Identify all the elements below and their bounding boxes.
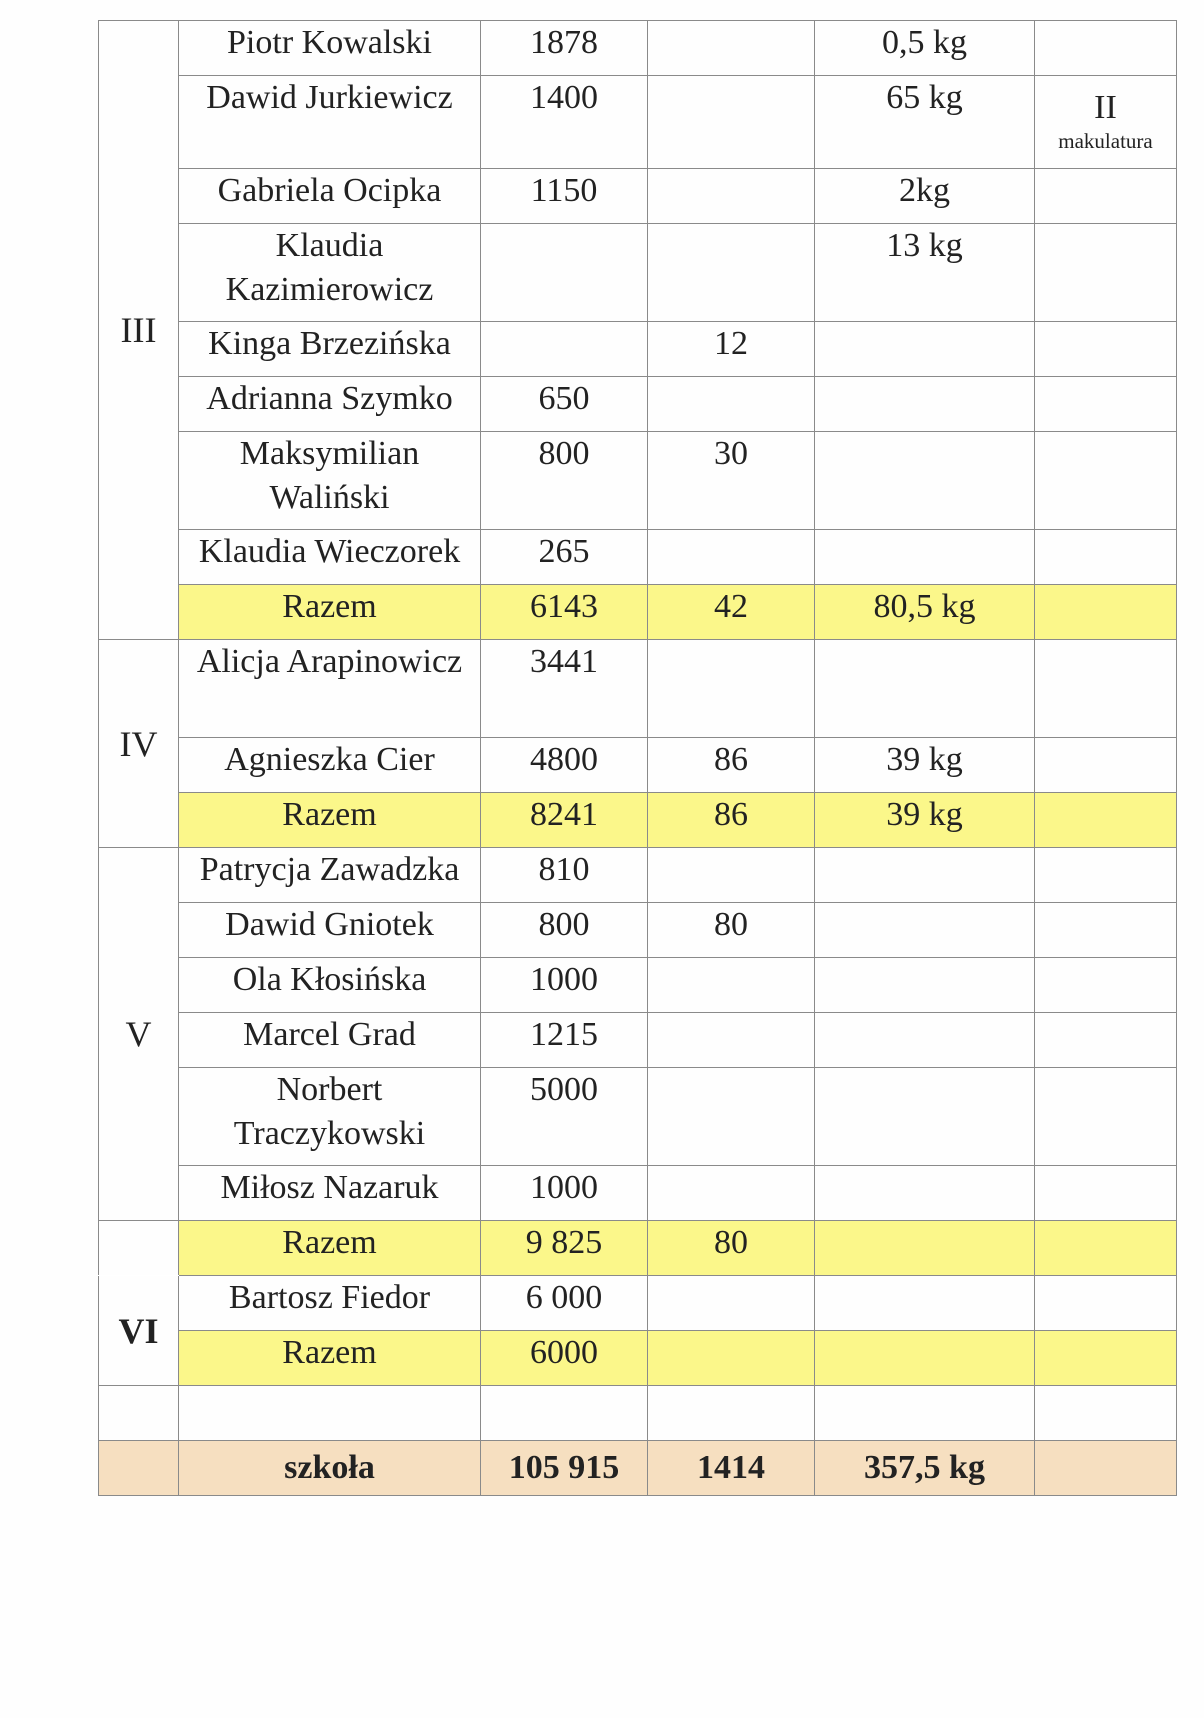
value-b (648, 848, 815, 903)
total-label: Razem (179, 793, 481, 848)
place-value: II (1094, 89, 1117, 126)
table-row (99, 958, 1177, 1013)
total-d (1035, 1221, 1177, 1276)
value-b (648, 1068, 815, 1166)
value-d (1035, 322, 1177, 377)
class-label: IV (99, 640, 179, 848)
student-name: Dawid Jurkiewicz (179, 76, 481, 169)
school-blank-cell (99, 1441, 179, 1496)
school-total-a: 105 915 (481, 1441, 648, 1496)
empty-cell (1035, 1386, 1177, 1441)
value-b (648, 169, 815, 224)
school-total-d (1035, 1441, 1177, 1496)
school-total-c: 357,5 kg (815, 1441, 1035, 1496)
value-c: 39 kg (815, 738, 1035, 793)
value-b (648, 530, 815, 585)
value-c: 2kg (815, 169, 1035, 224)
total-row (99, 1331, 1177, 1386)
total-b: 42 (648, 585, 815, 640)
student-name: Patrycja Zawadzka (179, 848, 481, 903)
total-c: 80,5 kg (815, 585, 1035, 640)
value-d (1035, 377, 1177, 432)
value-c (815, 958, 1035, 1013)
value-c (815, 530, 1035, 585)
class-label: VI (99, 1276, 179, 1386)
table-row (99, 322, 1177, 377)
total-b (648, 1331, 815, 1386)
table-row (99, 432, 1177, 530)
student-name: Agnieszka Cier (179, 738, 481, 793)
value-a: 1878 (481, 21, 648, 76)
value-d (1035, 958, 1177, 1013)
value-b (648, 1013, 815, 1068)
value-a: 4800 (481, 738, 648, 793)
total-label: Razem (179, 585, 481, 640)
school-total-b: 1414 (648, 1441, 815, 1496)
table-row (99, 224, 1177, 322)
value-b: 12 (648, 322, 815, 377)
total-label: Razem (179, 1221, 481, 1276)
student-name: Klaudia Wieczorek (179, 530, 481, 585)
value-c: 65 kg (815, 76, 1035, 169)
student-name: Gabriela Ocipka (179, 169, 481, 224)
value-c (815, 1068, 1035, 1166)
student-name: Adrianna Szymko (179, 377, 481, 432)
total-c: 39 kg (815, 793, 1035, 848)
value-b (648, 76, 815, 169)
value-b (648, 377, 815, 432)
empty-cell (481, 1386, 648, 1441)
value-d (1035, 640, 1177, 738)
value-d (1035, 432, 1177, 530)
table-row (99, 1276, 1177, 1331)
table-row (99, 169, 1177, 224)
student-name: Ola Kłosińska (179, 958, 481, 1013)
value-d (1035, 848, 1177, 903)
value-d (1035, 903, 1177, 958)
value-c: 0,5 kg (815, 21, 1035, 76)
value-c (815, 322, 1035, 377)
student-name: Klaudia Kazimierowicz (179, 224, 481, 322)
value-c: 13 kg (815, 224, 1035, 322)
value-a: 5000 (481, 1068, 648, 1166)
value-d (1035, 21, 1177, 76)
table-row (99, 1068, 1177, 1166)
student-name: Kinga Brzezińska (179, 322, 481, 377)
student-name: Alicja Arapinowicz (179, 640, 481, 738)
class-label: V (99, 848, 179, 1221)
student-name: Maksymilian Waliński (179, 432, 481, 530)
value-a: 810 (481, 848, 648, 903)
empty-row (99, 1386, 1177, 1441)
place-cell (1035, 76, 1177, 169)
value-c (815, 848, 1035, 903)
total-a: 6000 (481, 1331, 648, 1386)
total-row (99, 793, 1177, 848)
value-b (648, 1276, 815, 1331)
total-c (815, 1221, 1035, 1276)
student-name: Bartosz Fiedor (179, 1276, 481, 1331)
value-a: 1400 (481, 76, 648, 169)
student-name: Dawid Gniotek (179, 903, 481, 958)
value-a: 800 (481, 903, 648, 958)
empty-cell (99, 1386, 179, 1441)
table-row (99, 848, 1177, 903)
total-row (99, 1221, 1177, 1276)
value-d (1035, 738, 1177, 793)
value-b (648, 640, 815, 738)
total-b: 80 (648, 1221, 815, 1276)
value-a: 1000 (481, 958, 648, 1013)
student-name: Marcel Grad (179, 1013, 481, 1068)
value-d (1035, 530, 1177, 585)
student-name: Norbert Traczykowski (179, 1068, 481, 1166)
value-a (481, 322, 648, 377)
value-d (1035, 1166, 1177, 1221)
value-b (648, 224, 815, 322)
value-b (648, 958, 815, 1013)
value-b (648, 21, 815, 76)
value-a: 6 000 (481, 1276, 648, 1331)
total-d (1035, 1331, 1177, 1386)
value-b (648, 1166, 815, 1221)
table-row (99, 738, 1177, 793)
value-d (1035, 1276, 1177, 1331)
student-name: Miłosz Nazaruk (179, 1166, 481, 1221)
total-row (99, 585, 1177, 640)
value-a: 1000 (481, 1166, 648, 1221)
class-blank-cell (99, 1221, 179, 1276)
value-a: 650 (481, 377, 648, 432)
value-a (481, 224, 648, 322)
value-b: 86 (648, 738, 815, 793)
place-category: makulatura (1058, 129, 1153, 153)
value-c (815, 640, 1035, 738)
table-row (99, 1166, 1177, 1221)
value-d (1035, 224, 1177, 322)
table-row (99, 903, 1177, 958)
table-row (99, 530, 1177, 585)
value-c (815, 1276, 1035, 1331)
value-c (815, 1166, 1035, 1221)
value-c (815, 432, 1035, 530)
value-b: 30 (648, 432, 815, 530)
table-row (99, 377, 1177, 432)
total-label: Razem (179, 1331, 481, 1386)
total-a: 6143 (481, 585, 648, 640)
table-row (99, 21, 1177, 76)
value-c (815, 377, 1035, 432)
value-a: 800 (481, 432, 648, 530)
table-row (99, 1013, 1177, 1068)
value-a: 1215 (481, 1013, 648, 1068)
value-c (815, 1013, 1035, 1068)
table-row (99, 640, 1177, 738)
value-d (1035, 1013, 1177, 1068)
empty-cell (648, 1386, 815, 1441)
class-label: III (99, 21, 179, 640)
school-total-row (99, 1441, 1177, 1496)
school-total-label: szkoła (179, 1441, 481, 1496)
total-b: 86 (648, 793, 815, 848)
total-c (815, 1331, 1035, 1386)
student-name: Piotr Kowalski (179, 21, 481, 76)
value-b: 80 (648, 903, 815, 958)
value-d (1035, 1068, 1177, 1166)
empty-cell (179, 1386, 481, 1441)
table-row (99, 76, 1177, 169)
value-c (815, 903, 1035, 958)
value-a: 265 (481, 530, 648, 585)
value-d (1035, 169, 1177, 224)
empty-cell (815, 1386, 1035, 1441)
total-a: 9 825 (481, 1221, 648, 1276)
value-a: 1150 (481, 169, 648, 224)
total-d (1035, 793, 1177, 848)
value-a: 3441 (481, 640, 648, 738)
results-table (98, 20, 1177, 1496)
total-a: 8241 (481, 793, 648, 848)
total-d (1035, 585, 1177, 640)
